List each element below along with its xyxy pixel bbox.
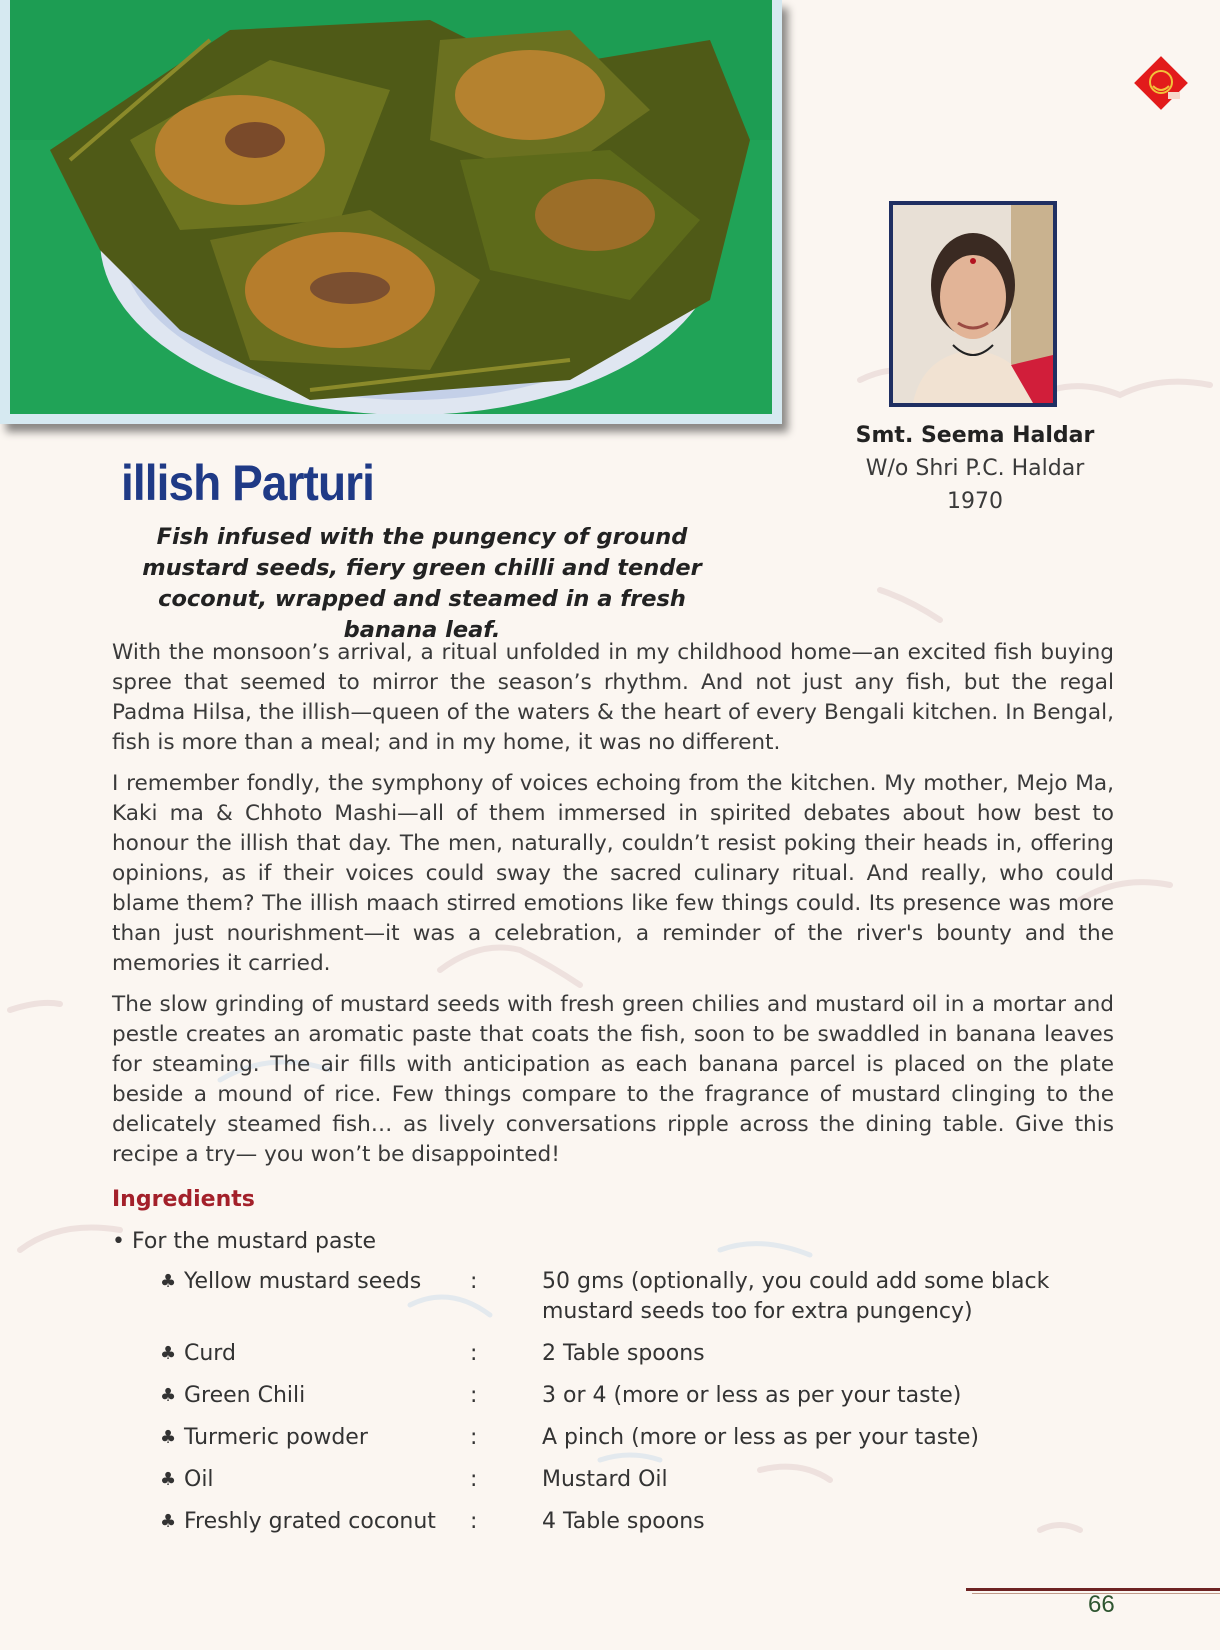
- ingredient-separator: :: [470, 1383, 478, 1408]
- ingredient-quantity: 50 gms (optionally, you could add some black mustard seeds too for extra pungency): [542, 1269, 1050, 1324]
- ingredient-list: [160, 1267, 1120, 1549]
- club-bullet-icon: ♣: [160, 1469, 177, 1490]
- club-logo-icon: [1130, 52, 1192, 114]
- ingredient-separator: :: [470, 1509, 478, 1534]
- ingredient-row: [160, 1381, 1120, 1423]
- ingredient-quantity: 4 Table spoons: [542, 1509, 705, 1534]
- ingredient-name: Curd: [184, 1341, 236, 1366]
- author-name: Smt. Seema Haldar: [855, 423, 1095, 448]
- club-bullet-icon: ♣: [160, 1271, 177, 1292]
- story-paragraph: With the monsoon’s arrival, a ritual unfolded in my childhood home—an excited fish buying spree that seemed to mirror the season’s rhythm. And not just any fish, but the regal Padma Hilsa, the illish—queen of the waters & the heart of every Bengali kitchen. In Bengal, fish is more than a meal; and in my home, it was no different.: [112, 640, 1114, 755]
- recipe-title: illish Parturi: [121, 455, 374, 511]
- author-year: 1970: [947, 489, 1003, 514]
- ingredient-quantity: A pinch (more or less as per your taste): [542, 1425, 979, 1450]
- story-paragraph: I remember fondly, the symphony of voices echoing from the kitchen. My mother, Mejo Ma, Kaki ma & Chhoto Mashi—all of them immersed in spirited debates about how best to honour the illish that day. The men, naturally, couldn’t resist poking their heads in, offering opinions, as if their voices could sway the sacred culinary ritual. And really, who could blame them? The illish maach stirred emotions like few things could. Its presence was more than just nourishment—it was a celebration, a reminder of the river's bounty and the memories it carried.: [112, 771, 1114, 976]
- ingredient-name: Freshly grated coconut: [184, 1509, 436, 1534]
- ingredient-group-label: [112, 1227, 376, 1257]
- author-credit: [820, 420, 1130, 518]
- ingredient-row: [160, 1465, 1120, 1507]
- ingredient-quantity: 3 or 4 (more or less as per your taste): [542, 1383, 962, 1408]
- ingredient-name: Yellow mustard seeds: [184, 1269, 422, 1294]
- story-paragraph: The slow grinding of mustard seeds with fresh green chilies and mustard oil in a mortar and pestle creates an aromatic paste that coats the fish, soon to be swaddled in banana leaves for steaming. The air fills with anticipation as each banana parcel is placed on the plate beside a mound of rice. Few things compare to the fragrance of mustard clinging to the delicately steamed fish… as lively conversations ripple across the dining table. Give this recipe a try— you won’t be disappointed!: [112, 992, 1114, 1167]
- hero-photo-frame: [0, 0, 782, 424]
- ingredient-name: Oil: [184, 1467, 214, 1492]
- ingredient-quantity: Mustard Oil: [542, 1467, 668, 1492]
- ingredient-name: Green Chili: [184, 1383, 306, 1408]
- club-bullet-icon: ♣: [160, 1385, 177, 1406]
- bullet-icon: •: [112, 1229, 125, 1254]
- author-portrait: [889, 201, 1057, 407]
- recipe-subtitle: Fish infused with the pungency of ground mustard seeds, fiery green chilli and tender coconut, wrapped and steamed in a fresh banana leaf.: [142, 524, 702, 643]
- ingredient-name: Turmeric powder: [184, 1425, 368, 1450]
- club-bullet-icon: ♣: [160, 1427, 177, 1448]
- ingredient-group-text: For the mustard paste: [132, 1229, 377, 1254]
- author-portrait-illustration: [893, 205, 1053, 403]
- dish-illustration: [10, 0, 772, 414]
- ingredient-row: [160, 1423, 1120, 1465]
- page-number: 66: [1088, 1591, 1115, 1618]
- ingredient-separator: :: [470, 1341, 478, 1366]
- ingredient-separator: :: [470, 1425, 478, 1450]
- author-relation: W/o Shri P.C. Haldar: [865, 456, 1085, 481]
- ingredient-row: [160, 1267, 1120, 1339]
- ingredient-row: [160, 1507, 1120, 1549]
- ingredient-quantity: 2 Table spoons: [542, 1341, 705, 1366]
- hero-photo-illish-parturi: [10, 0, 772, 414]
- club-bullet-icon: ♣: [160, 1343, 177, 1364]
- ingredient-separator: :: [470, 1467, 478, 1492]
- club-bullet-icon: ♣: [160, 1511, 177, 1532]
- ingredient-separator: :: [470, 1269, 478, 1294]
- recipe-story: [112, 638, 1114, 1181]
- ingredient-row: [160, 1339, 1120, 1381]
- ingredients-heading: Ingredients: [112, 1187, 255, 1212]
